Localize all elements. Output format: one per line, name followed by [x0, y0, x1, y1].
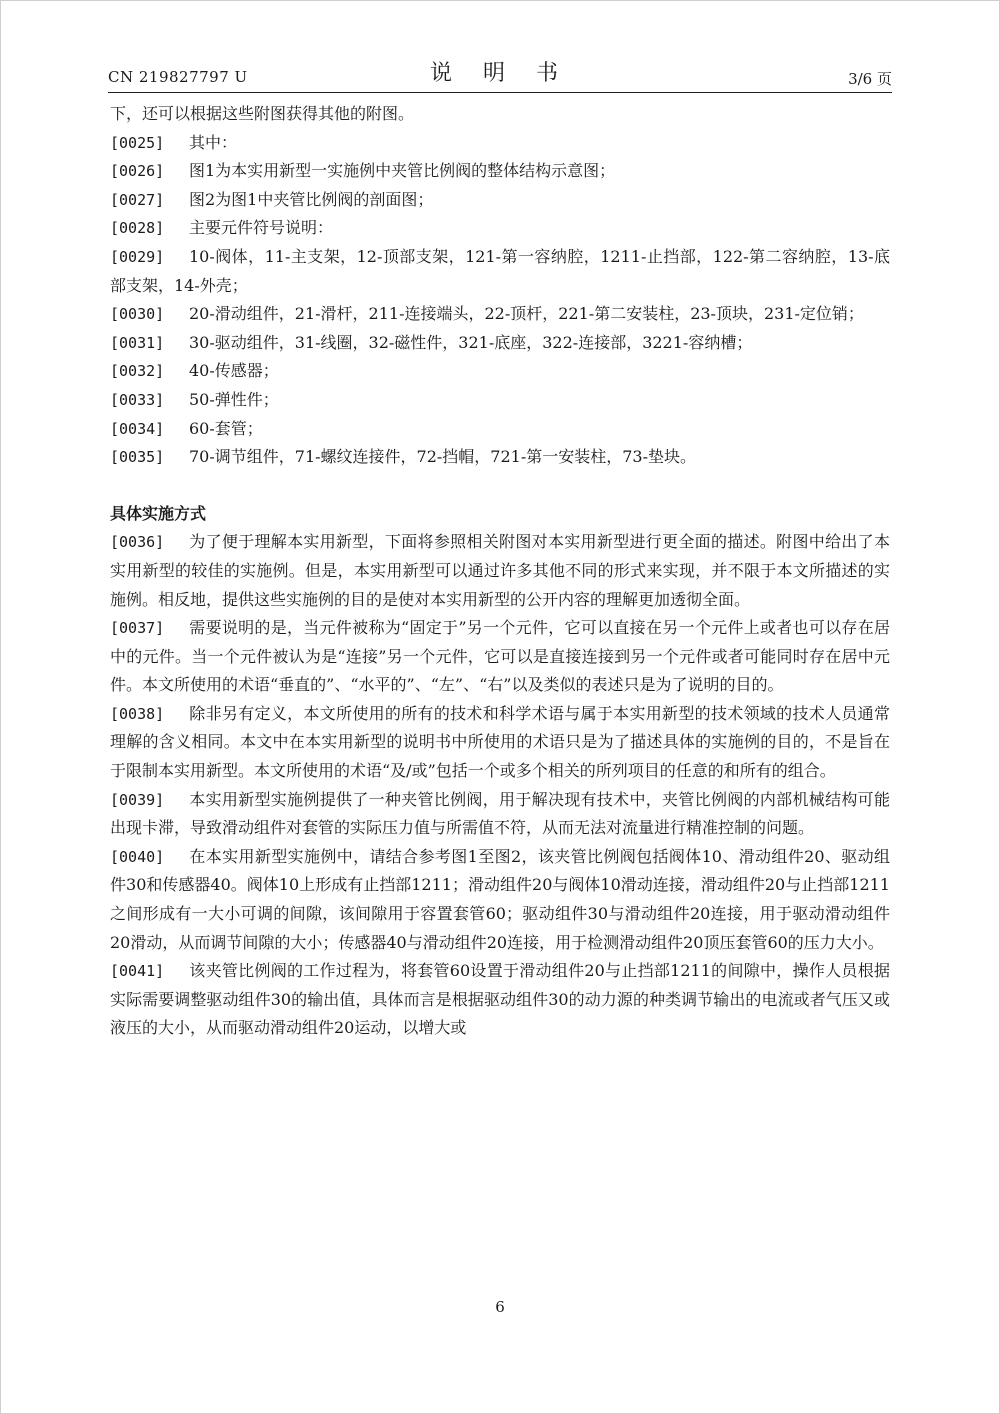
- paragraph-number: [0039]: [110, 790, 165, 809]
- paragraph: [110, 300, 890, 329]
- page-count: 3/6 页: [848, 70, 892, 88]
- document-body: [110, 100, 890, 1043]
- paragraph-number: [0031]: [110, 333, 165, 352]
- section-spacer: [110, 472, 890, 500]
- paragraph: [110, 843, 890, 957]
- paragraph: [110, 357, 890, 386]
- paragraph-number: [0038]: [110, 704, 165, 723]
- paragraph-number: [0041]: [110, 962, 165, 981]
- paragraph-text: 30-驱动组件，31-线圈，32-磁性件，321-底座，322-连接部，3221-容纳槽；: [189, 332, 753, 352]
- paragraph-list-bottom: [110, 528, 890, 1043]
- paragraph-text: 50-弹性件；: [189, 389, 279, 409]
- paragraph-text: 本实用新型实施例提供了一种夹管比例阀，用于解决现有技术中，夹管比例阀的内部机械结构可能出现卡滞，导致滑动组件对套管的实际压力值与所需值不符，从而无法对流量进行精准控制的问题。: [110, 789, 890, 838]
- paragraph: [110, 214, 890, 243]
- paragraph: [110, 786, 890, 843]
- paragraph: [110, 129, 890, 158]
- paragraph-number: [0028]: [110, 219, 165, 238]
- document-number: CN 219827797 U: [108, 68, 248, 86]
- paragraph: [110, 415, 890, 444]
- paragraph: [110, 329, 890, 358]
- paragraph-number: [0029]: [110, 247, 165, 266]
- paragraph-number: [0040]: [110, 847, 165, 866]
- header-divider: [108, 92, 892, 93]
- paragraph-text: 其中：: [189, 132, 238, 152]
- paragraph-text: 60-套管；: [189, 418, 263, 438]
- paragraph: [110, 528, 890, 614]
- paragraph-number: [0030]: [110, 305, 165, 324]
- paragraph: [110, 186, 890, 215]
- paragraph-number: [0037]: [110, 619, 165, 638]
- paragraph-number: [0034]: [110, 419, 165, 438]
- paragraph: [110, 443, 890, 472]
- paragraph: [110, 243, 890, 300]
- paragraph-list-top: [110, 129, 890, 472]
- paragraph-text: 图2为图1中夹管比例阀的剖面图；: [189, 189, 434, 209]
- intro-line: 下，还可以根据这些附图获得其他的附图。: [110, 104, 415, 123]
- paragraph: [110, 386, 890, 415]
- paragraph-number: [0032]: [110, 362, 165, 381]
- paragraph-number: [0035]: [110, 448, 165, 467]
- paragraph-text: 需要说明的是，当元件被称为“固定于”另一个元件，它可以直接在另一个元件上或者也可以存在居中的元件。当一个元件被认为是“连接”另一个元件，它可以是直接连接到另一个元件或者可能同时存在居中元件。本文所使用的术语“垂直的”、“水平的”、“左”、“右”以及类似的表述只是为了说明的目的。: [110, 618, 890, 695]
- paragraph-text: 图1为本实用新型一实施例中夹管比例阀的整体结构示意图；: [189, 161, 616, 181]
- paragraph-text: 为了便于理解本实用新型，下面将参照相关附图对本实用新型进行更全面的描述。附图中给出了本实用新型的较佳的实施例。但是，本实用新型可以通过许多其他不同的形式来实现，并不限于本文所描述的实施例。相反地，提供这些实施例的目的是使对本实用新型的公开内容的理解更加透彻全面。: [110, 532, 890, 609]
- paragraph: [110, 700, 890, 786]
- paragraph-text: 10-阀体，11-主支架，12-顶部支架，121-第一容纳腔，1211-止挡部，122-第二容纳腔，13-底部支架，14-外壳；: [110, 246, 890, 295]
- paragraph: [110, 614, 890, 700]
- paragraph-text: 该夹管比例阀的工作过程为，将套管60设置于滑动组件20与止挡部1211的间隙中，操作人员根据实际需要调整驱动组件30的输出值，具体而言是根据驱动组件30的动力源的种类调节输出的电流或者气压又或液压的大小，从而驱动滑动组件20运动，以增大或: [110, 961, 890, 1038]
- paragraph-text: 在本实用新型实施例中，请结合参考图1至图2，该夹管比例阀包括阀体10、滑动组件20、驱动组件30和传感器40。阀体10上形成有止挡部1211；滑动组件20与阀体10滑动连接，滑动组件20与止挡部1211之间形成有一大小可调的间隙，该间隙用于容置套管60；驱动组件30与滑动组件20连接，用于驱动滑动组件20滑动，从而调节间隙的大小；传感器40与滑动组件20连接，用于检测滑动组件20顶压套管60的压力大小。: [110, 846, 890, 952]
- paragraph-text: 20-滑动组件，21-滑杆，211-连接端头，22-顶杆，221-第二安装柱，23-顶块，231-定位销；: [189, 304, 864, 324]
- paragraph-text: 主要元件符号说明：: [189, 218, 334, 238]
- page-number: 6: [495, 1298, 505, 1316]
- paragraph-number: [0025]: [110, 133, 165, 152]
- paragraph-number: [0036]: [110, 533, 165, 552]
- section-heading: 具体实施方式: [110, 503, 207, 523]
- page-title: 说 明 书: [430, 61, 570, 86]
- paragraph-text: 除非另有定义，本文所使用的所有的技术和科学术语与属于本实用新型的技术领域的技术人员通常理解的含义相同。本文中在本实用新型的说明书中所使用的术语只是为了描述具体的实施例的目的，不是旨在于限制本实用新型。本文所使用的术语“及/或”包括一个或多个相关的所列项目的任意的和所有的组合。: [110, 703, 890, 781]
- paragraph-text: 70-调节组件，71-螺纹连接件，72-挡帽，721-第一安装柱，73-垫块。: [189, 447, 697, 467]
- page-header: [108, 56, 892, 92]
- paragraph-text: 40-传感器；: [189, 361, 279, 381]
- paragraph-number: [0027]: [110, 190, 165, 209]
- paragraph: [110, 157, 890, 186]
- paragraph-number: [0033]: [110, 390, 165, 409]
- paragraph: [110, 957, 890, 1043]
- paragraph-number: [0026]: [110, 162, 165, 181]
